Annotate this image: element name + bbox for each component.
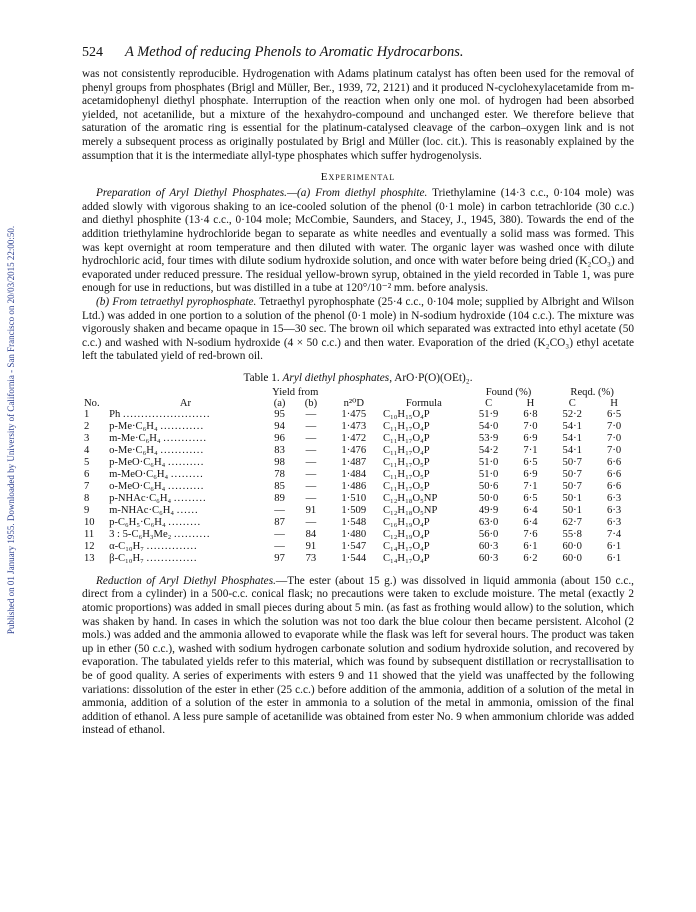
page — [82, 44, 634, 738]
table-row — [82, 457, 634, 469]
col-reqd-c: C — [568, 397, 576, 409]
row-yield-a: — — [274, 540, 285, 552]
row-yield-b: 84 — [305, 528, 317, 540]
row-leader-dots: .............. — [146, 540, 198, 552]
download-notice — [4, 80, 18, 780]
intro-paragraph: was not consistently reproducible. Hydrogenation with Adams platinum catalyst has often been used for the removal of phenyl groups from phosphates (Brigl and Müller, Ber., 1939, 72, 2121) and it produced N-cyclohexylacetamide from m-acetamidophenyl diethyl phosphate. Interruption of the reaction when only one mol. of hydrogen had been absorbed yielded, not acetanilide, but a mixture of the hexahydro-compound and unchanged ester. We therefore believe that saturation of the aromatic ring is essential for the platinum-catalysed cleavage of the carbon–oxygen link and is not merely a subsequent process as originally postulated by Brigl and Müller (loc. cit.). This is reasonably explained by the assumption that it is the intermediate allyl-type phosphates which suffer hydrogenolysis. — [82, 68, 634, 162]
row-aryl-name: p-C₆H₅·C₆H₄ — [109, 516, 166, 528]
row-reqd-c: 60·0 — [562, 552, 582, 564]
table-caption-label: Table 1. — [243, 371, 280, 384]
row-formula: C₁₂H₁₉O₄P — [382, 528, 430, 540]
col-found-h: H — [526, 397, 535, 409]
reduction-paragraph — [82, 575, 634, 738]
row-aryl — [107, 481, 264, 493]
row-aryl-name: p-NHAc·C₆H₄ — [109, 492, 172, 504]
row-refractive-index: 1·486 — [341, 480, 367, 492]
row-refractive-index: 1·548 — [341, 516, 367, 528]
table-row — [82, 469, 634, 481]
row-leader-dots: .............. — [146, 552, 198, 564]
row-yield-a: 97 — [274, 552, 285, 564]
part-b-text: Tetraethyl pyrophosphate (25·4 c.c., 0·104 mole; supplied by Albright and Wilson Ltd.) was added in one portion to a solution of the phenol (0·1 mole) in N-sodium hydroxide (104 c.c.). The mixture was vigorously shaken and became opaque in 15—30 sec. The brown oil which separated was extracted into ethyl acetate (50 c.c.) and washed with N-sodium hydroxide (4 × 50 c.c.) and then water. Evaporation of the dried (K₂CO₃) ethyl acetate left the tabulated yield of red-brown oil. — [82, 295, 634, 363]
row-yield-a: 85 — [274, 480, 285, 492]
row-reqd-c: 50·1 — [562, 504, 582, 516]
row-number: 3 — [84, 432, 90, 444]
part-a-label: —(a) From diethyl phosphite. — [286, 187, 428, 200]
row-aryl-name: 3 : 5-C₆H₃Me₂ — [109, 528, 172, 540]
row-found-c: 50·6 — [478, 480, 499, 492]
row-yield-b: — — [305, 420, 317, 432]
col-no: No. — [84, 397, 100, 409]
row-aryl — [107, 445, 264, 457]
col-formula: Formula — [405, 397, 442, 409]
table-caption-formula: ArO·P(O)(OEt)₂. — [394, 371, 473, 384]
row-aryl-name: m-Me·C₆H₄ — [109, 432, 161, 444]
row-aryl — [107, 433, 264, 445]
row-found-h: 6·5 — [523, 456, 538, 468]
row-aryl — [107, 553, 264, 565]
page-number: 524 — [82, 45, 103, 60]
row-yield-b: — — [305, 456, 317, 468]
row-reqd-h: 7·0 — [607, 444, 622, 456]
row-number: 13 — [84, 552, 95, 564]
row-reqd-h: 6·6 — [607, 480, 622, 492]
row-reqd-h: 6·6 — [607, 468, 622, 480]
row-leader-dots: .......... — [167, 480, 205, 492]
row-formula: C₁₄H₁₇O₄P — [382, 552, 430, 564]
row-formula: C₁₂H₁₈O₅NP — [382, 492, 438, 504]
row-refractive-index: 1·487 — [341, 456, 367, 468]
row-leader-dots: ........................ — [122, 408, 211, 420]
row-found-c: 51·0 — [478, 468, 499, 480]
table-caption-title: Aryl diethyl phosphates, — [282, 371, 393, 384]
row-refractive-index: 1·472 — [341, 432, 367, 444]
row-yield-b: — — [305, 468, 317, 480]
row-refractive-index: 1·544 — [341, 552, 367, 564]
table-caption — [82, 372, 634, 384]
table-row — [82, 541, 634, 553]
row-reqd-h: 7·4 — [607, 528, 622, 540]
row-leader-dots: ......... — [168, 516, 202, 528]
row-found-h: 7·0 — [523, 420, 538, 432]
row-yield-a: 94 — [274, 420, 285, 432]
col-found-c: C — [485, 397, 493, 409]
row-reqd-h: 6·3 — [607, 492, 622, 504]
row-yield-a: 87 — [274, 516, 285, 528]
row-aryl — [107, 469, 264, 481]
row-found-c: 54·0 — [478, 420, 499, 432]
row-reqd-c: 62·7 — [562, 516, 582, 528]
row-formula: C₁₀H₁₅O₄P — [382, 408, 430, 420]
row-aryl — [107, 541, 264, 553]
row-yield-b: — — [305, 408, 317, 420]
phosphates-table — [82, 387, 634, 565]
section-heading-experimental: Experimental — [320, 171, 396, 184]
row-reqd-c: 52·2 — [562, 408, 582, 420]
row-found-h: 6·9 — [523, 432, 538, 444]
row-aryl — [107, 505, 264, 517]
row-found-h: 6·4 — [523, 504, 538, 516]
found-header: Found (%) — [485, 386, 532, 398]
row-found-h: 7·1 — [523, 480, 538, 492]
row-formula: C₁₄H₁₇O₄P — [382, 540, 430, 552]
yield-from-header: Yield from — [272, 386, 319, 398]
row-number: 10 — [84, 516, 95, 528]
row-found-h: 7·1 — [523, 444, 538, 456]
row-refractive-index: 1·510 — [341, 492, 367, 504]
row-found-c: 51·0 — [478, 456, 499, 468]
col-nd: n²⁰D — [343, 397, 364, 409]
row-reqd-c: 50·7 — [562, 480, 582, 492]
row-leader-dots: ...... — [176, 504, 199, 516]
row-found-h: 6·1 — [523, 540, 538, 552]
row-formula: C₁₁H₁₇O₄P — [382, 420, 430, 432]
row-reqd-h: 6·1 — [607, 552, 622, 564]
table-row — [82, 529, 634, 541]
row-number: 12 — [84, 540, 95, 552]
part-b-label: (b) From tetraethyl pyrophosphate. — [96, 295, 257, 308]
prep-title: Preparation of Aryl Diethyl Phosphates. — [96, 187, 287, 200]
col-reqd-h: H — [610, 397, 618, 409]
row-formula: C₁₆H₁₉O₄P — [382, 516, 430, 528]
row-aryl-name: m-NHAc·C₆H₄ — [109, 504, 175, 516]
row-found-h: 6·2 — [523, 552, 538, 564]
table-row — [82, 445, 634, 457]
reduction-title: Reduction of Aryl Diethyl Phosphates. — [96, 574, 276, 587]
row-formula: C₁₁H₁₇O₄P — [382, 432, 430, 444]
row-reqd-h: 7·0 — [607, 420, 622, 432]
row-found-c: 54·2 — [478, 444, 499, 456]
table-row — [82, 409, 634, 421]
table-row — [82, 481, 634, 493]
row-aryl-name: β-C₁₀H₇ — [109, 552, 144, 564]
row-formula: C₁₁H₁₇O₅P — [382, 480, 430, 492]
row-leader-dots: ............ — [160, 444, 205, 456]
row-reqd-c: 55·8 — [562, 528, 582, 540]
table-body — [82, 409, 634, 565]
row-aryl — [107, 457, 264, 469]
row-number: 1 — [84, 408, 90, 420]
row-leader-dots: ............ — [163, 432, 208, 444]
row-aryl — [107, 517, 264, 529]
row-number: 7 — [84, 480, 90, 492]
row-yield-a: — — [274, 504, 285, 516]
row-yield-a: 98 — [274, 456, 285, 468]
row-found-h: 6·5 — [523, 492, 538, 504]
row-yield-b: — — [305, 432, 317, 444]
reduction-text: —The ester (about 15 g.) was dissolved in liquid ammonia (about 150 c.c., direct from a cylinder) in a 500-c.c. conical flask; no precautions were taken to exclude moisture. The metal (exactly 2 atomic proportions) was added in small pieces during about 5 min. (as fast as frothing would allow) to the solution, which was shaken by hand. In cases in which the solution was not too dark the blue colour then became persistent. Alcohol (2 mols.) was added and the ammonia allowed to evaporate while the flask was left for several hours. The product was taken up in ether (50 c.c.), washed with sodium hydrogen carbonate solution and sodium hydroxide solution, and recovered by evaporation. The tabulated yields refer to this material, which was found by subsequent distillation or recrystallisation to be of good quality. A series of experiments with esters 9 and 11 showed that the yield was unaffected by the following variations: dissolution of the ester in ether (25 c.c.) before addition of the ammonia, addition of a solution of the metal in ammonia, addition of a solution of the ester in ammonia to a solution of the metal in ammonia, omission of the final addition of ethanol. A less pure sample of acetanilide was obtained from ester No. 9 when ammonium chloride was added instead of ethanol. — [82, 574, 634, 737]
table-head — [82, 387, 634, 409]
row-reqd-c: 54·1 — [562, 420, 582, 432]
row-aryl-name: m-MeO·C₆H₄ — [109, 468, 169, 480]
col-a: (a) — [273, 397, 286, 409]
row-reqd-h: 6·5 — [607, 408, 622, 420]
row-number: 11 — [84, 528, 95, 540]
row-number: 5 — [84, 456, 90, 468]
row-number: 8 — [84, 492, 90, 504]
row-yield-b: — — [305, 492, 317, 504]
row-formula: C₁₁H₁₇O₄P — [382, 444, 430, 456]
row-formula: C₁₁H₁₇O₅P — [382, 456, 430, 468]
row-reqd-c: 60·0 — [562, 540, 582, 552]
row-found-c: 63·0 — [478, 516, 499, 528]
table-row — [82, 517, 634, 529]
row-yield-a: 89 — [274, 492, 285, 504]
row-yield-b: — — [305, 480, 317, 492]
row-reqd-h: 6·1 — [607, 540, 622, 552]
row-number: 4 — [84, 444, 90, 456]
row-found-c: 51·9 — [478, 408, 499, 420]
col-b: (b) — [304, 397, 318, 409]
prep-paragraph-a — [82, 187, 634, 296]
part-a-text: Triethylamine (14·3 c.c., 0·104 mole) was added slowly with vigorous shaking to an ice-cooled solution of the phenol (0·1 mole) in carbon tetrachloride (30 c.c.) and diethyl phosphite (13·4 c.c., 0·104 mole; McCombie, Saunders, and Stacey, J., 1945, 380). Towards the end of the addition triethylamine hydrochloride began to separate as white needles and eventually a solid mass was formed. This was kept overnight at room temperature and then diluted with water. The organic layer was washed once with dilute hydrochloric acid, four times with dilute sodium hydroxide solution, and once with water before being dried (K₂CO₃) and evaporated under reduced pressure. The residual yellow-brown syrup, obtained in the yield recorded in Table 1, was pure enough for use in reductions, but was distilled in a tube at 120°/10⁻² mm. before analysis. — [82, 187, 634, 295]
download-notice-text: Published on 01 January 1955. Downloaded by University of California - San Francisco on 20/03/2015 22:00:50. — [6, 225, 17, 635]
row-found-c: 56·0 — [478, 528, 499, 540]
row-aryl — [107, 493, 264, 505]
row-formula: C₁₂H₁₈O₅NP — [382, 504, 438, 516]
row-leader-dots: ......... — [173, 492, 207, 504]
row-reqd-h: 6·6 — [607, 456, 622, 468]
row-leader-dots: .......... — [174, 528, 211, 540]
row-leader-dots: ......... — [170, 468, 204, 480]
row-refractive-index: 1·473 — [341, 420, 367, 432]
row-found-h: 6·9 — [523, 468, 538, 480]
row-refractive-index: 1·480 — [341, 528, 367, 540]
running-title: A Method of reducing Phenols to Aromatic Hydrocarbons. — [125, 44, 464, 60]
row-yield-b: 91 — [305, 540, 317, 552]
row-found-c: 49·9 — [478, 504, 499, 516]
row-formula: C₁₁H₁₇O₅P — [382, 468, 430, 480]
row-yield-b: — — [305, 444, 317, 456]
row-found-c: 50·0 — [478, 492, 499, 504]
row-aryl-name: p-Me·C₆H₄ — [109, 420, 158, 432]
row-yield-a: 95 — [274, 408, 285, 420]
row-reqd-c: 50·7 — [562, 456, 582, 468]
col-ar: Ar — [179, 397, 192, 409]
row-refractive-index: 1·476 — [341, 444, 367, 456]
running-header — [82, 44, 634, 61]
row-reqd-h: 6·3 — [607, 516, 622, 528]
row-reqd-h: 7·0 — [607, 432, 622, 444]
row-number: 9 — [84, 504, 90, 516]
table-row — [82, 433, 634, 445]
row-found-c: 60·3 — [478, 540, 499, 552]
row-refractive-index: 1·484 — [341, 468, 367, 480]
row-leader-dots: ............ — [160, 420, 205, 432]
row-aryl-name: α-C₁₀H₇ — [109, 540, 144, 552]
row-refractive-index: 1·547 — [341, 540, 367, 552]
table-row — [82, 553, 634, 565]
table-row — [82, 505, 634, 517]
row-yield-a: — — [274, 528, 285, 540]
row-reqd-h: 6·3 — [607, 504, 622, 516]
row-reqd-c: 54·1 — [562, 432, 582, 444]
row-reqd-c: 50·7 — [562, 468, 582, 480]
table-row — [82, 493, 634, 505]
row-yield-b: 73 — [305, 552, 317, 564]
row-aryl-name: p-MeO·C₆H₄ — [109, 456, 166, 468]
row-yield-a: 78 — [274, 468, 285, 480]
row-found-h: 6·8 — [523, 408, 538, 420]
row-found-c: 60·3 — [478, 552, 499, 564]
row-leader-dots: .......... — [167, 456, 205, 468]
row-found-c: 53·9 — [478, 432, 499, 444]
row-yield-a: 83 — [274, 444, 285, 456]
row-number: 2 — [84, 420, 90, 432]
row-reqd-c: 50·1 — [562, 492, 582, 504]
prep-paragraph-b — [82, 296, 634, 364]
row-yield-b: — — [305, 516, 317, 528]
row-aryl — [107, 409, 264, 421]
row-yield-a: 96 — [274, 432, 285, 444]
row-aryl — [107, 421, 264, 433]
row-reqd-c: 54·1 — [562, 444, 582, 456]
row-aryl-name: o-Me·C₆H₄ — [109, 444, 158, 456]
table-row — [82, 421, 634, 433]
row-found-h: 7·6 — [523, 528, 538, 540]
row-refractive-index: 1·475 — [341, 408, 367, 420]
row-aryl-name: o-MeO·C₆H₄ — [109, 480, 166, 492]
row-yield-b: 91 — [305, 504, 317, 516]
row-aryl — [107, 529, 264, 541]
row-number: 6 — [84, 468, 90, 480]
row-found-h: 6·4 — [523, 516, 538, 528]
row-refractive-index: 1·509 — [341, 504, 367, 516]
row-aryl-name: Ph — [109, 408, 121, 420]
reqd-header: Reqd. (%) — [570, 386, 614, 398]
